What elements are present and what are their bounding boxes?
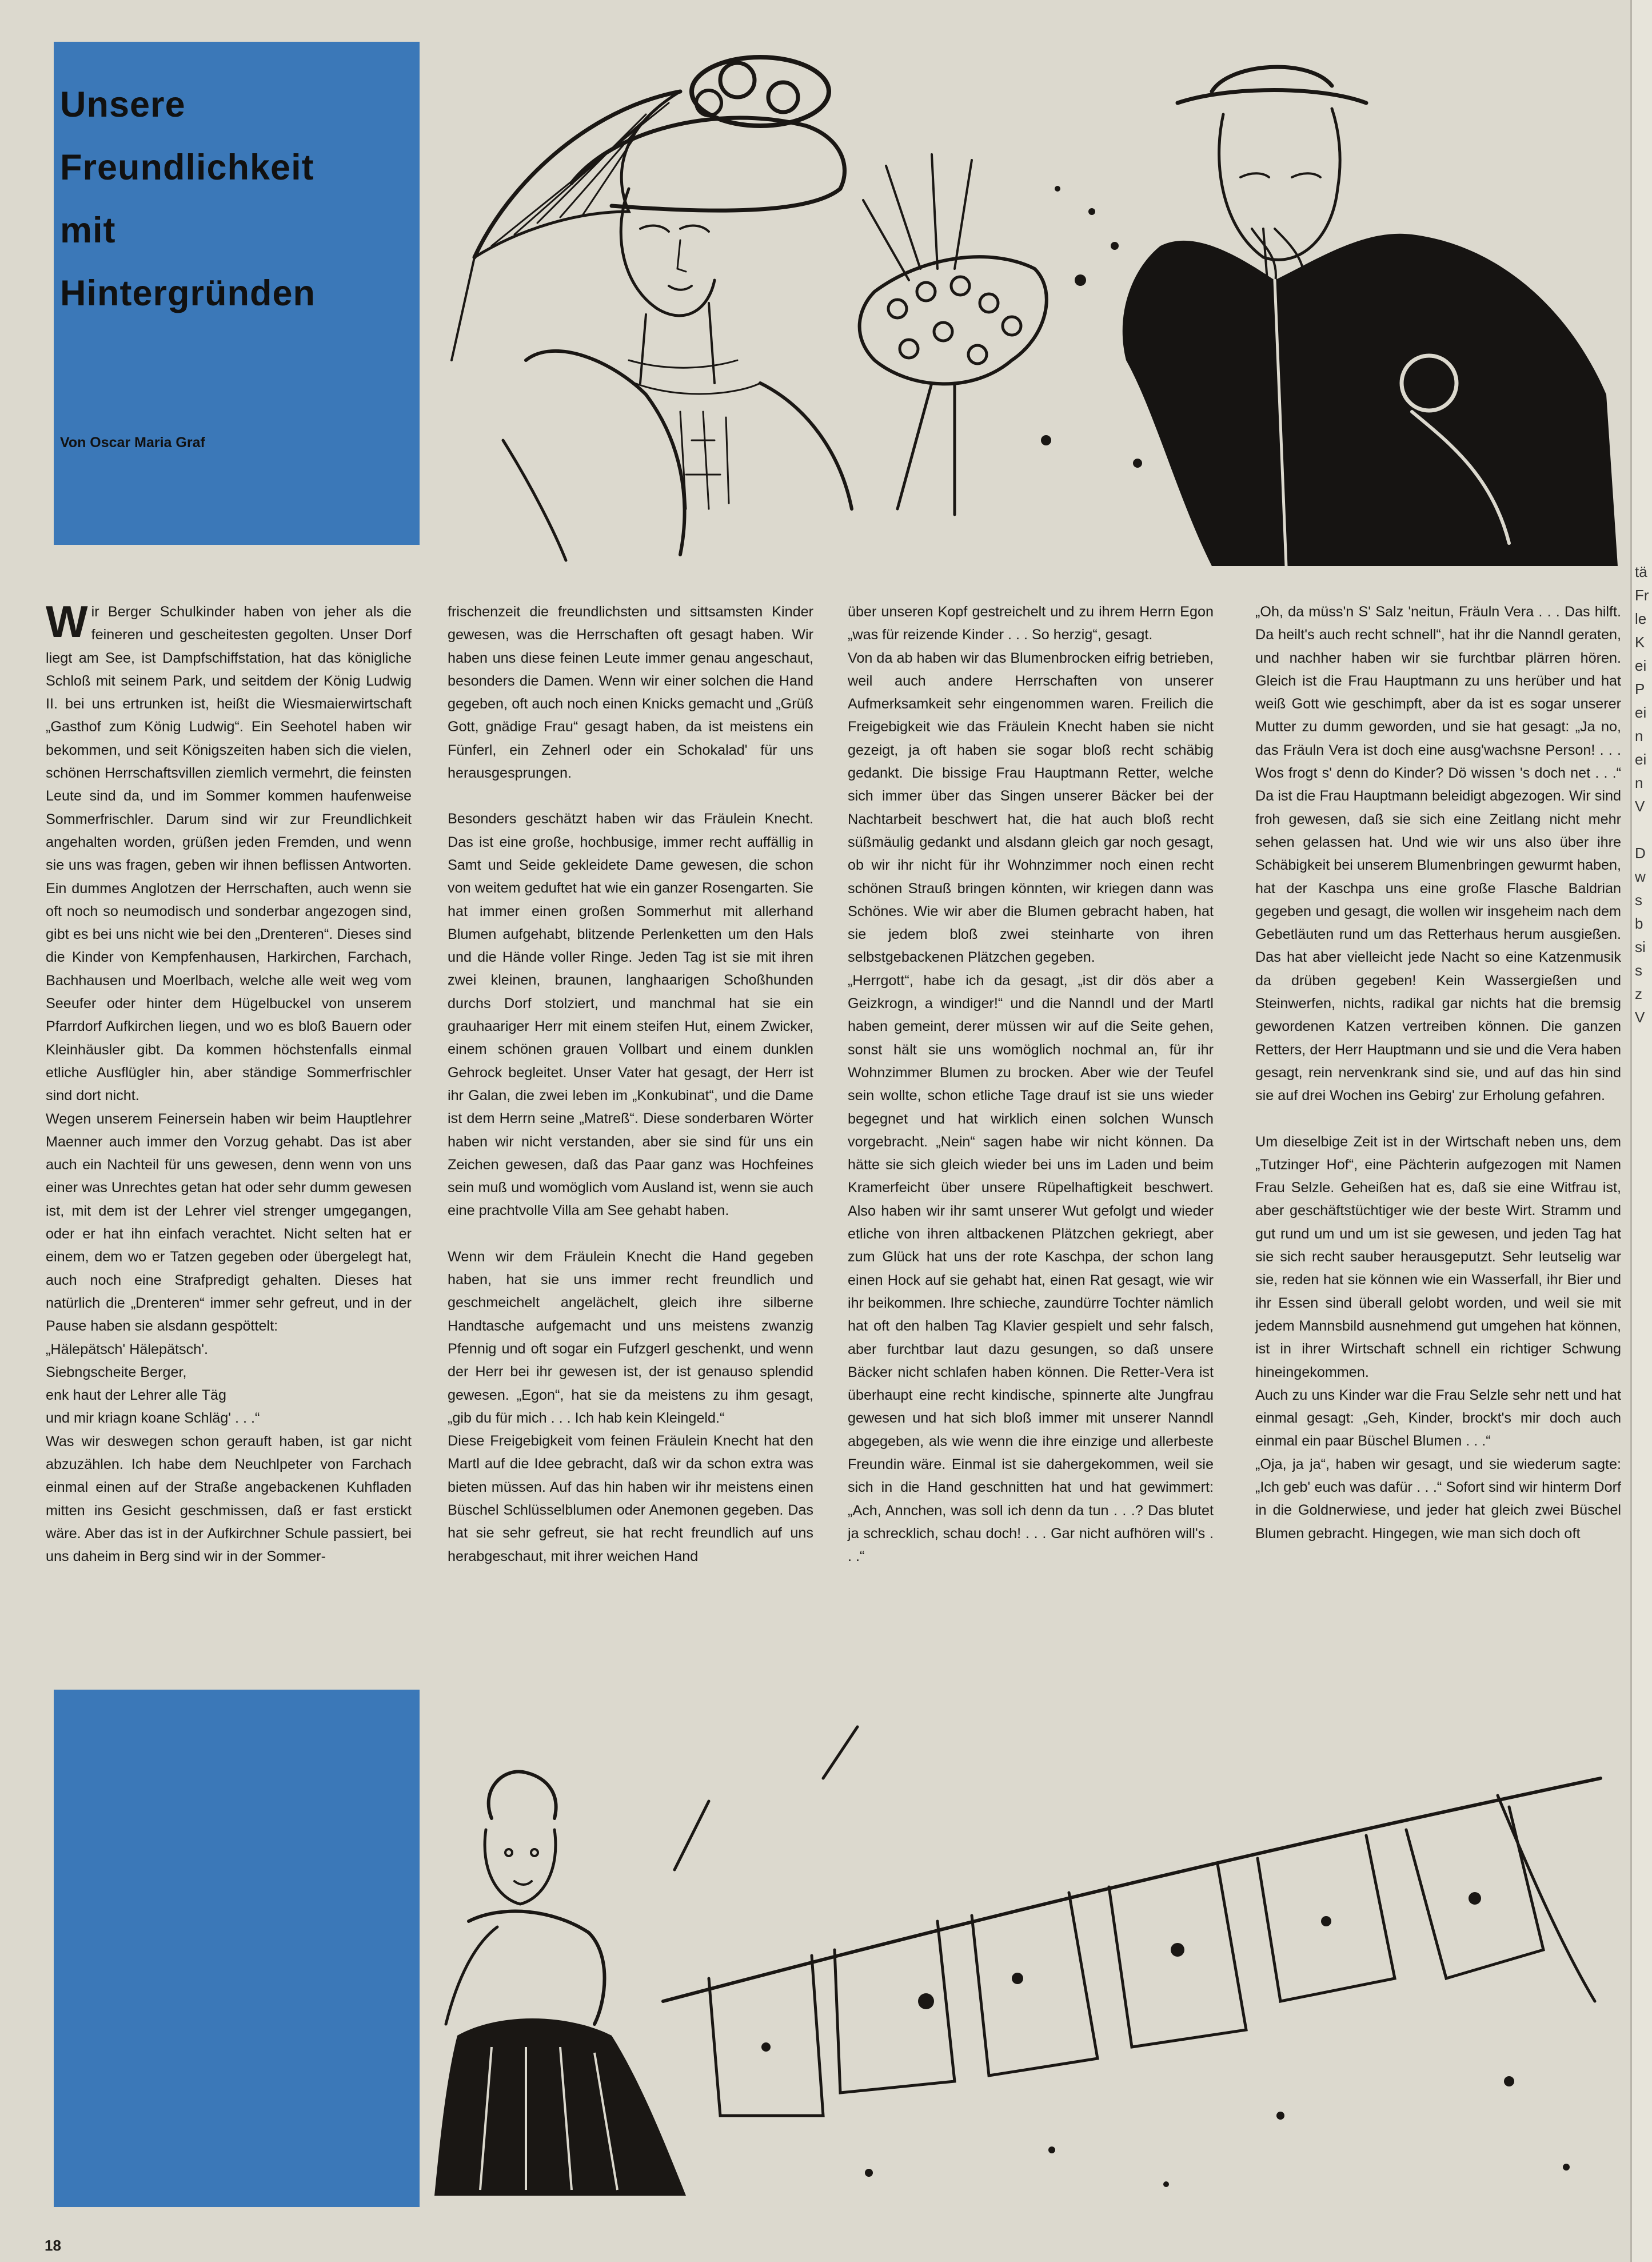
- text-column-1: [46, 596, 412, 1568]
- paragraph: über unseren Kopf gestreichelt und zu ihrem Herrn Egon „was für reizende Kinder . . . So herzig“, gesagt.: [848, 604, 1214, 643]
- page-number: 18: [45, 2237, 61, 2254]
- text-column-3: [848, 600, 1214, 1568]
- paragraph: Wenn wir dem Fräulein Knecht die Hand gegeben haben, hat sie uns immer recht freundlich und geschmeichelt angelächelt, gleich ihre silberne Handtasche aufgemacht und uns meistens zwanzig Pfennig und oft sogar ein Fufzgerl geschenkt, und wenn der Herr bei ihr gewesen ist, der ist genauso splendid gewesen. „Egon“, hat sie da meistens zu ihm gesagt, „gib du für mich . . . Ich hab kein Kleingeld.“: [448, 1248, 813, 1426]
- paragraph: Wegen unserem Feinersein haben wir beim Hauptlehrer Maenner auch immer den Vorzug gehabt. Das ist aber auch ein Nachteil für uns gewesen, denn wenn von uns einer was Unrechtes getan hat oder sehr dumm gewesen ist, mit dem ist der Lehrer viel strenger umgegangen, oder er hat ihn einfach verachtet. Nicht selten hat er einem, dem wo er Tatzen gegeben oder übergelegt hat, auch noch eine Strafpredigt gehalten. Dieses hat natürlich die „Drenteren“ immer sehr gefreut, und in der Pause haben sie alsdann gespöttelt:: [46, 1110, 412, 1335]
- paragraph: „Herrgott“, habe ich da gesagt, „ist dir dös aber a Geizkrogn, a windiger!“ und die Nanndl und der Martl haben gemeint, derer müssen wir auf die Seite gehen, sonst hält sie uns womöglich nochmal an, für ihr Wohnzimmer Blumen zu brocken. Aber wie der Teufel sein wollte, schon etliche Tage drauf ist sie uns wieder begegnet und hat wirklich einen solchen Wunsch vorgebracht. „Nein“ sagen habe wir nicht können. Da hätte sie sich gleich wieder bei uns im Laden und beim Kramerfeicht über unsere Rüpelhaftigkeit beschwert. Also haben wir ihr samt unserer Wut gefolgt und wieder etliche von ihren altbackenen Plätzchen gekriegt, aber zum Glück hat uns der rote Kaschpa, der schon lang einen Hock auf sie gehabt hat, einen Rat gesagt, wie wir ihr beikommen. Ihre schieche, zaundürre Tochter nämlich hat oft den halben Tag Klavier gespielt und sehr falsch, aber furchtbar laut dazu gesungen, so daß unsere Bäcker nicht schlafen haben können. Die Retter-Vera ist überhaupt eine recht kindische, spinnerte alte Jungfrau gewesen und hat sich bloß immer mit unserer Nanndl abgegeben, als wie wenn die ihre einzige und allerbeste Freundin wäre. Einmal ist sie dahergekommen, weil sie sich in die Hand geschnitten hat und hat gewimmert: „Ach, Annchen, was soll ich denn da tun . . .? Das blutet ja schrecklich, schau doch! . . . Gar nicht aufhören will's . . .“: [848, 972, 1214, 1565]
- text-column-4: [1255, 600, 1621, 1545]
- woman-drawing: [446, 1771, 605, 2024]
- article-title: [60, 73, 414, 325]
- verse-line: und mir kriagn koane Schläg' . . .“: [46, 1410, 260, 1427]
- paragraph: Um dieselbige Zeit ist in der Wirtschaft neben uns, dem „Tutzinger Hof“, eine Pächterin aufgezogen mit Namen Frau Selzle. Geheißen hat es, daß sie eine Witfrau ist, aber geschäftstüchtiger wie der beste Wirt. Stramm und gut rund um und um ist sie gewesen, und jeden Tag hat sie sich recht sauber herausgeputzt. Sehr leutselig war sie, reden hat sie können wie ein Wasserfall, ihr Bier und ihr Essen sind überall gelobt worden, und weil sie mit jedem Mannsbild ausnehmend gut umgehen hat können, ist in ihrer Wirtschaft schnell ein richtiger Schwung hineingekommen.: [1255, 1133, 1621, 1380]
- woman-skirt-drawing: [434, 2018, 686, 2196]
- drop-cap: W: [46, 596, 88, 647]
- verse-line: Siebngscheite Berger,: [46, 1364, 187, 1380]
- lady-dress-drawing: [503, 351, 852, 560]
- title-line: mit: [60, 210, 116, 250]
- paragraph: Auch zu uns Kinder war die Frau Selzle sehr nett und hat einmal gesagt: „Geh, Kinder, brockt's mir doch auch einmal ein paar Büschel Blumen . . .“: [1255, 1387, 1621, 1449]
- top-illustration: [440, 40, 1629, 566]
- paragraph: Von da ab haben wir das Blumenbrocken eifrig betrieben, weil auch andere Herrschaften von unserer Aufmerksamkeit sehr eingenommen waren. Freilich die Freigebigkeit wie das Fräulein Knecht haben sie nicht gezeigt, ja oft haben sie sogar bloß recht schäbig gedankt. Die bissige Frau Hauptmann Retter, welche sich immer über das Singen unserer Bäcker bei der Nachtarbeit beschwert hat, die hat auch bloß recht süßmäulig gedankt und alsdann gleich gar noch gesagt, ob wir ihr nicht für ihr Wohnzimmer noch einen recht schönen Strauß bringen könnten, wir kriegen dann was Schönes. Wie wir aber die Blumen gebracht haben, hat sie jedem bloß zwei steinharte von ihren selbstgebackenen Plätzchen gegeben.: [848, 650, 1214, 966]
- title-line: Freundlichkeit: [60, 148, 314, 188]
- lady-face-drawing: [621, 189, 760, 394]
- paragraph: Was wir deswegen schon gerauft haben, ist gar nicht abzuzählen. Ich habe dem Neuchlpeter von Farchach einmal einen auf der Straße angebackenen Kuhfladen mitten ins Gesicht geschmissen, daß er fast erstickt wäre. Aber das ist in der Aufkirchner Schule passiert, bei uns daheim in Berg sind wir in der Sommer-: [46, 1433, 412, 1565]
- paragraph: frischenzeit die freundlichsten und sittsamsten Kinder gewesen, was die Herrschaften oft gesagt haben. Wir haben uns diese feinen Leute immer genau angeschaut, besonders die Damen. Wenn wir einer solchen die Hand gegeben, oft auch noch einen Knicks gemacht und „Grüß Gott, gnädige Frau“ gesagt haben, da ist meistens ein Fünferl, ein Zehnerl oder ein Schokalad' für uns herausgesprungen.: [448, 604, 813, 782]
- facing-page-edge: [1630, 0, 1652, 2262]
- facing-page-fragment: tä Fr le K ei P ei n ei n V D w s b si s z V: [1635, 563, 1649, 1026]
- paragraph: „Oh, da müss'n S' Salz 'neitun, Fräuln Vera . . . Das hilft. Da heilt's auch recht schnell“, hat ihr die Nanndl geraten, und nachher haben wir sie furchtbar plärren hören. Gleich ist die Frau Hauptmann zu uns herüber und hat weiß Gott wie geschimpft, aber da ist es sogar unserer Mutter zu dumm geworden, und sie hat gesagt: „Ja no, das Fräuln Vera ist doch eine ausg'wachsne Person! . . . Wos frogt s' denn do Kinder? Dö wissen 's doch net . . .“ Da ist die Frau Hauptmann beleidigt abgezogen. Wir sind froh gewesen, daß sie sich eine Zeitlang nicht mehr sehen gelassen hat. Und wie wir uns also über ihre Schäbigkeit bei unserem Blumenbringen gewurmt haben, hat der Kaschpa uns eine große Flasche Baldrian gegeben und gesagt, die wollen wir insgeheim nach dem Gebetläuten rund um das Retterhaus herum ausgießen. Das hat aber vielleicht jede Nacht so eine Katzenmusik da drüben gegeben! Kein Wassergießen und Steinwerfen, nichts, radikal gar nichts hat die bremsig gewordenen Katzen vertreiben können. Die ganzen Retters, der Herr Hauptmann und sie und die Vera haben gesagt, rein nervenkrank sind sie, und auf das hin sind sie auf drei Wochen ins Gebirg' zur Erholung gefahren.: [1255, 604, 1621, 1104]
- title-line: Unsere: [60, 85, 186, 125]
- paragraph: Diese Freigebigkeit vom feinen Fräulein Knecht hat den Martl auf die Idee gebracht, daß wir da schon extra was bieten müssen. Auf das hin haben wir ihr meistens einen Büschel Schlüsselblumen oder Anemonen gegeben. Das hat sie sehr gefreut, sie hat recht freundlich auf uns herabgeschaut, mit ihrer weichen Hand: [448, 1433, 813, 1564]
- paragraph: Besonders geschätzt haben wir das Fräulein Knecht. Das ist eine große, hochbusige, immer recht auffällig in Samt und Seide gekleidete Dame gewesen, die schon von weitem geduftet hat wie ein ganzer Rosengarten. Sie hat immer einen großen Sommerhut mit allerhand Blumen aufgehabt, blitzende Perlenketten um den Hals und die Hände voller Ringe. Jeden Tag ist sie mit ihren zwei kleinen, braunen, langhaarigen Schoßhunden durchs Dorf stolziert, und manchmal hat sie ein grauhaariger Herr mit einem steifen Hut, einem Zwicker, einem schönen grauen Vollbart und einem dunklen Gehrock begleitet. Unser Vater hat gesagt, der Herr ist ihr Galan, die zwei leben im „Konkubinat“, und die Dame ist dem Herrn seine „Matreß“. Diese sonderbaren Wörter haben wir nicht verstanden, aber sie sind für uns ein Zeichen gewesen, daß das Paar ganz was Hochfeines sein muß und womöglich vom Ausland ist, wenn sie auch eine prachtvolle Villa am See gehabt haben.: [448, 811, 813, 1219]
- bouquet-drawing: [860, 154, 1047, 515]
- paragraph: „Oja, ja ja“, haben wir gesagt, und sie wiederum sagte: „Ich geb' euch was dafür . . .“ Sofort sind wir hinterm Dorf in die Goldnerwiese, und jeder hat gleich zwei Büschel Blumen gebracht. Hingegen, wie man sich doch oft: [1255, 1456, 1621, 1542]
- byline: Von Oscar Maria Graf: [60, 435, 205, 451]
- bottom-illustration: [423, 1681, 1629, 2219]
- verse-line: enk haut der Lehrer alle Täg: [46, 1387, 226, 1404]
- laundry-line: [663, 1778, 1601, 2001]
- lady-hat-drawing: [572, 57, 845, 210]
- bottom-panel: [54, 1690, 420, 2207]
- paragraph: Wir Berger Schulkinder haben von jeher als die feineren und gescheitesten gegolten. Unser Dorf liegt am See, ist Dampfschiffstation, hat das königliche Schloß mit seinem Park, und seitdem der König Ludwig II. bei uns ertrunken ist, heißt die Wiesmaierwirtschaft „Gasthof zum König Ludwig“. Ein Seehotel haben wir bekommen, und seit Königszeiten haben sich die vielen, schönen Herrschaftsvillen ziemlich vermehrt, die feinsten Leute sind da, und im Sommer kommen haufenweise Sommerfrischler. Darum sind wir zur Freundlichkeit angehalten worden, grüßen jeden Fremden, und wenn sie uns was fragen, geben wir ihnen beflissen Antworten. Ein dummes Anglotzen der Herrschaften, auch wenn sie oft noch so neumodisch und sonderbar angezogen sind, gibt es bei uns nicht wie bei den „Drenteren“. Dieses sind die Kinder von Kempfenhausen, Harkirchen, Farchach, Bachhausen und Moerlbach, welche alle weit weg vom Seeufer oder hinter dem Hügelbuckel von unserem Pfarrdorf Aufkirchen liegen, und wo es bloß Bauern oder Kleinhäusler gibt. Da kommen höchstenfalls einmal etliche Ausflügler hin, aber ständige Sommerfrischler sind dort nicht.: [46, 596, 412, 1104]
- title-line: Hintergründen: [60, 273, 316, 313]
- gentleman-coat-drawing: [1123, 234, 1618, 566]
- text-column-2: [448, 600, 813, 1568]
- verse-line: „Hälepätsch' Hälepätsch'.: [46, 1341, 209, 1357]
